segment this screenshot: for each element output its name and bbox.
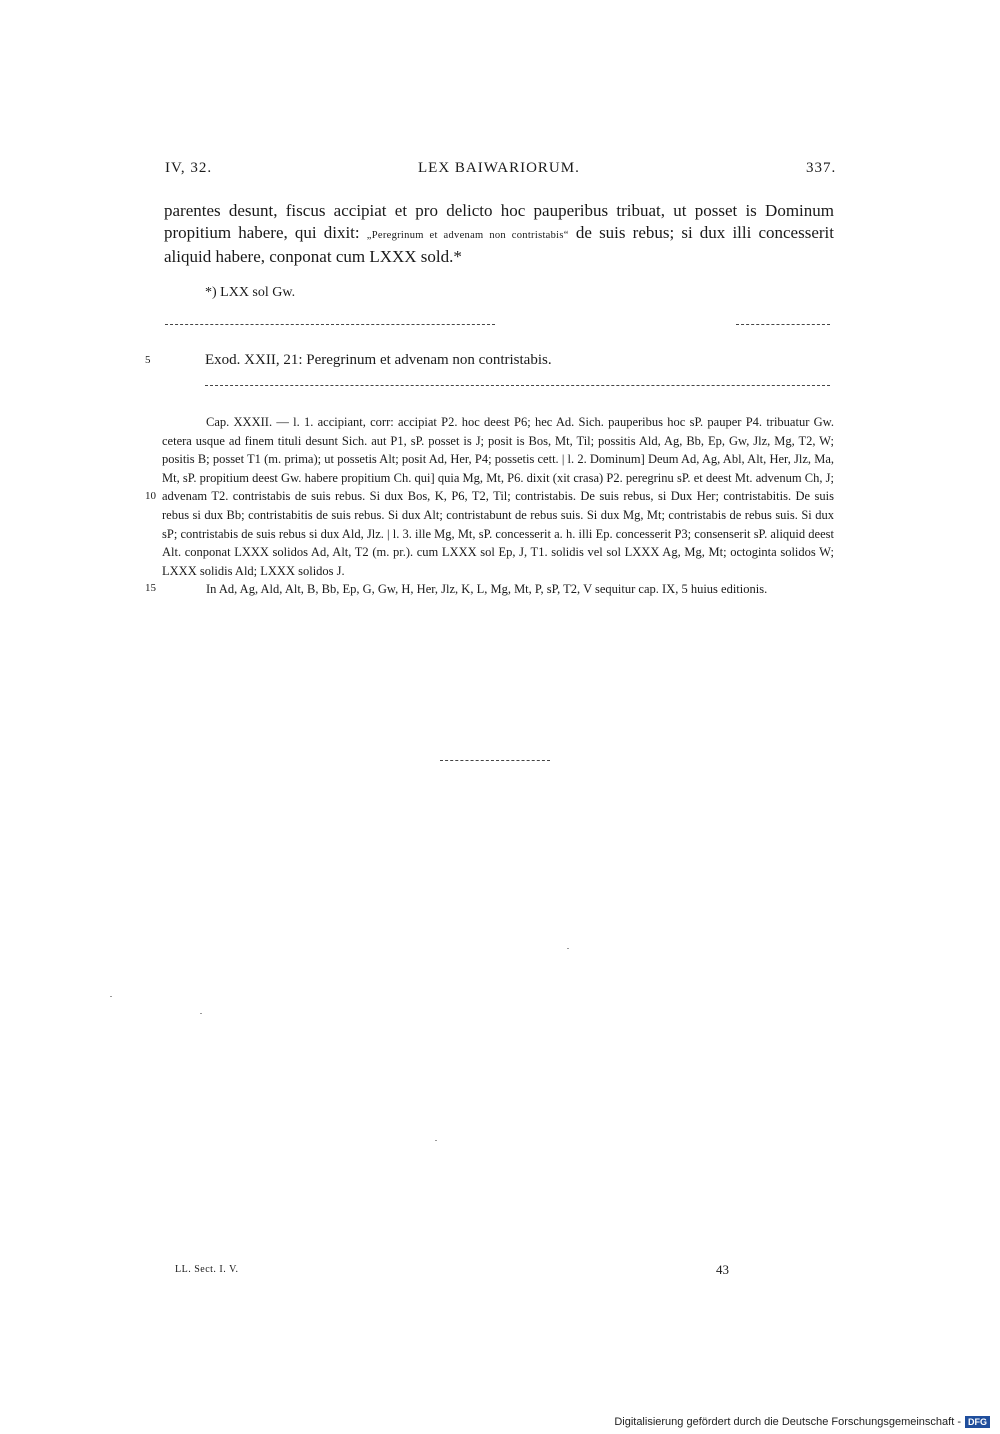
footer-page-number: 43	[716, 1262, 729, 1277]
critical-apparatus	[162, 413, 834, 599]
dfg-credit	[614, 1416, 990, 1428]
main-text-part1: parentes desunt, fiscus accipiat et pro delicto hoc pauperibus tribuat, ut posset is Dominum propitium habere, qui dixit:	[164, 201, 834, 242]
speck	[200, 1013, 202, 1014]
divider-2	[205, 385, 830, 386]
end-divider	[440, 760, 550, 761]
apparatus-paragraph-1: Cap. XXXII. — l. 1. accipiant, corr: accipiat P2. hoc deest P6; hec Ad. Sich. pauperibus hoc sP. pauper P4. tribuatur Gw. cetera usque ad finem tituli desunt Sich. aut P1, sP. posset is J; posit is Bos, Mt, Til; possitis Ald, Ag, Bb, Ep, Gw, Jlz, Mg, T2, W; positis B; posset T1 (m. prima); ut possetis Alt; posit Ad, Her, P4; possetis cett. | l. 2. Dominum] Deum Ad, Ag, Abl, Alt, Her, Jlz, Ma, Mt, sP. propitium deest Gw. habere propitium Ch. qui] quia Mg, Mt, P6. dixit (xit crasa) P2. peregrinu sP. et deest Mt. advenum Ch, J; advenam T2. contristabis de suis rebus. Si dux Bos, K, P6, T2, Til; contristabis. De suis rebus, si Dux Her; contristabitis. De suis rebus si dux Bb; contristabitis de suis rebus. Si dux Alt; contristabunt de rebus suis. Si dux Mg, Mt; contristabis de rebus suis. Si dux sP; contristabis de suis rebus si dux Ald, Jlz. | l. 3. ille Mg, Mt, sP. concesserit a. h. illi Ep. concesserit P3; consenserit sP. aliquid deest Alt. conponat LXXX solidos Ad, Alt, T2 (m. pr.). cum LXXX sol Ep, J, T1. solidis vel sol LXXX Ag, Mg, Mt; octoginta solidos W; LXXX solidis Ald; LXXX solidos J.	[162, 415, 834, 578]
footnote: *) LXX sol Gw.	[205, 285, 296, 300]
scripture-reference: Exod. XXII, 21: Peregrinum et advenam non contristabis.	[205, 352, 552, 368]
line-number: 5	[145, 354, 151, 366]
main-text	[164, 200, 834, 268]
dfg-credit-text: Digitalisierung gefördert durch die Deutsche Forschungsgemeinschaft -	[614, 1416, 961, 1428]
speck	[110, 996, 112, 997]
header-title: LEX BAIWARIORUM.	[418, 160, 580, 176]
divider-1a	[165, 324, 495, 325]
main-text-quote: „Peregrinum et advenam non contristabis“	[366, 229, 569, 241]
header-section-number: IV, 32.	[165, 160, 213, 176]
header-page-number: 337.	[806, 160, 837, 176]
apparatus-line-number-15: 15	[145, 582, 156, 594]
main-text-part2: de suis rebus; si dux illi concesserit aliquid habere, conponat cum LXXX sold.*	[164, 222, 834, 266]
apparatus-paragraph-2: In Ad, Ag, Ald, Alt, B, Bb, Ep, G, Gw, H, Her, Jlz, K, L, Mg, Mt, P, sP, T2, V sequitur cap. IX, 5 huius editionis.	[206, 582, 768, 597]
divider-1b	[736, 324, 830, 325]
footer-signature: LL. Sect. I. V.	[175, 1264, 239, 1275]
dfg-logo: DFG	[965, 1416, 990, 1428]
speck	[435, 1140, 437, 1141]
apparatus-line-number-10: 10	[145, 490, 156, 502]
speck	[567, 948, 569, 949]
